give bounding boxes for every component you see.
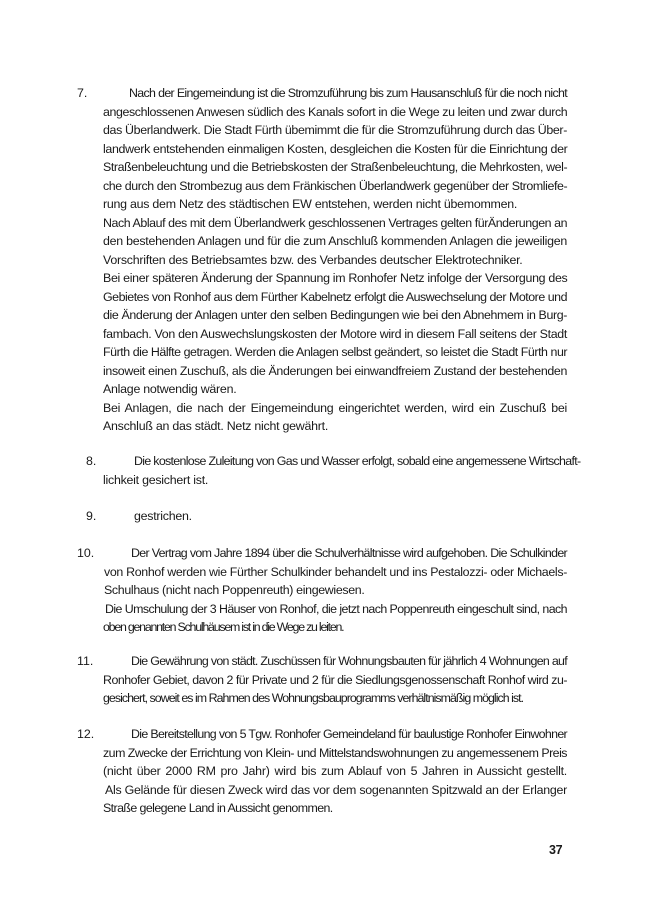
clause-text-line: Ronhofer Gebiet, davon 2 für Private und 2 für die Siedlungsgenossenschaft Ronhof wird zu- <box>103 672 567 687</box>
clause-text-line: zum Zwecke der Errichtung von Klein- und Mittelstandswohnungen zu angemessenem Preis <box>103 745 567 760</box>
clause-text-line: den bestehenden Anlagen und für die zum Anschluß kommenden Anlagen die jeweiligen <box>103 234 567 248</box>
clause-number: 8. <box>86 454 97 468</box>
clause-text-line: Die Gewährung von städt. Zuschüssen für Wohnungsbauten für jährlich 4 Wohnungen auf <box>131 654 567 668</box>
clause-text-line: Bei einer späteren Änderung der Spannung im Ronhofer Netz infolge der Versorgung des <box>103 271 568 285</box>
page-number: 37 <box>549 843 563 857</box>
clause-text-line: Der Vertrag vom Jahre 1894 über die Schulverhältnisse wird aufgehoben. Die Schulkinder <box>131 546 567 560</box>
clause-text-line: Gebietes von Ronhof aus dem Fürther Kabelnetz erfolgt die Auswechselung der Motore und <box>103 289 567 304</box>
clause-text-line: Als Gelände für diesen Zweck wird das vor dem sogenannten Spitzwald an der Erlanger <box>105 782 568 797</box>
clause-number: 10. <box>77 546 95 560</box>
clause-text-line: Fürth die Hälfte getragen. Werden die Anlagen selbst geändert, so leistet die Stadt Fürth nur <box>103 345 568 359</box>
clause-number: 7. <box>77 86 88 100</box>
clause-number: 12. <box>77 727 95 741</box>
clause-text-line: Nach der Eingemeindung ist die Stromzuführung bis zum Hausanschluß für die noch nicht <box>129 86 567 100</box>
clause-text-line: (nicht über 2000 RM pro Jahr) wird bis zum Ablauf von 5 Jahren in Aussicht gestellt. <box>103 764 567 778</box>
clause-text-line: Bei Anlagen, die nach der Eingemeindung eingerichtet werden, wird ein Zuschuß bei <box>103 400 567 415</box>
clause-text-line: angeschlossenen Anwesen südlich des Kanals sofort in die Wege zu leiten und zwar durch <box>103 104 568 119</box>
clause-text-line: landwerk entstehenden einmaligen Kosten, desgleichen die Kosten für die Einrichtung der <box>103 141 568 156</box>
clause-text-line: rung aus dem Netz des städtischen EW entstehen, werden nicht übemommen. <box>103 197 518 211</box>
clause-text-line: Anlage notwendig wären. <box>103 382 237 396</box>
clause-text-line: das Überlandwerk. Die Stadt Fürth übemimmt die für die Stromzuführung durch das Über- <box>103 123 567 137</box>
clause-number: 11. <box>77 654 94 668</box>
clause-text-line: Vorschriften des Betriebsamtes bzw. des Verbandes deutscher Elektrotechniker. <box>103 252 523 267</box>
clause-text-line: Straße gelegene Land in Aussicht genommen. <box>103 801 333 815</box>
clause-text-line: gesichert, soweit es im Rahmen des Wohnungsbauprogramms verhältnismäßig möglich ist. <box>103 691 524 705</box>
clause-text-line: von Ronhof werden wie Fürther Schulkinder behandelt und ins Pestalozzi- oder Michaels- <box>104 564 567 579</box>
clause-text-line: lichkeit gesichert ist. <box>103 472 209 487</box>
clause-text-line: Schulhaus (nicht nach Poppenreuth) eingewiesen. <box>104 583 365 597</box>
clause-text-line: Nach Ablauf des mit dem Überlandwerk geschlossenen Vertrages gelten fürÄnderungen an <box>103 215 568 230</box>
clause-text-line: die Änderung der Anlagen unter den selben Bedingungen wie bei den Abnehmem in Burg- <box>103 308 567 322</box>
clause-text-line: oben genannten Schulhäusem ist in die Wege zu leiten. <box>103 620 344 634</box>
clause-text-line: gestrichen. <box>134 509 192 523</box>
clause-text-line: insoweit einen Zuschuß, als die Änderungen bei einwandfreiem Zustand der bestehenden <box>103 363 567 378</box>
clause-text-line: Straßenbeleuchtung und die Betriebskosten der Straßenbeleuchtung, die Mehrkosten, wel- <box>103 160 568 174</box>
clause-text-line: fambach. Von den Auswechslungskosten der Motore wird in diesem Fall seitens der Stadt <box>103 326 567 341</box>
clause-text-line: Anschluß an das städt. Netz nicht gewährt. <box>103 419 329 433</box>
clause-text-line: Die Umschulung der 3 Häuser von Ronhof, die jetzt nach Poppenreuth eingeschult sind, nach <box>105 601 567 616</box>
clause-text-line: che durch den Strombezug aus dem Fränkischen Überlandwerk gegenüber der Stromliefe- <box>103 178 568 193</box>
clause-number: 9. <box>86 509 97 523</box>
clause-text-line: Die Bereitstellung von 5 Tgw. Ronhofer Gemeindeland für baulustige Ronhofer Einwohner <box>131 727 567 741</box>
clause-text-line: Die kostenlose Zuleitung von Gas und Wasser erfolgt, sobald eine angemessene Wirtschaft- <box>134 454 581 468</box>
